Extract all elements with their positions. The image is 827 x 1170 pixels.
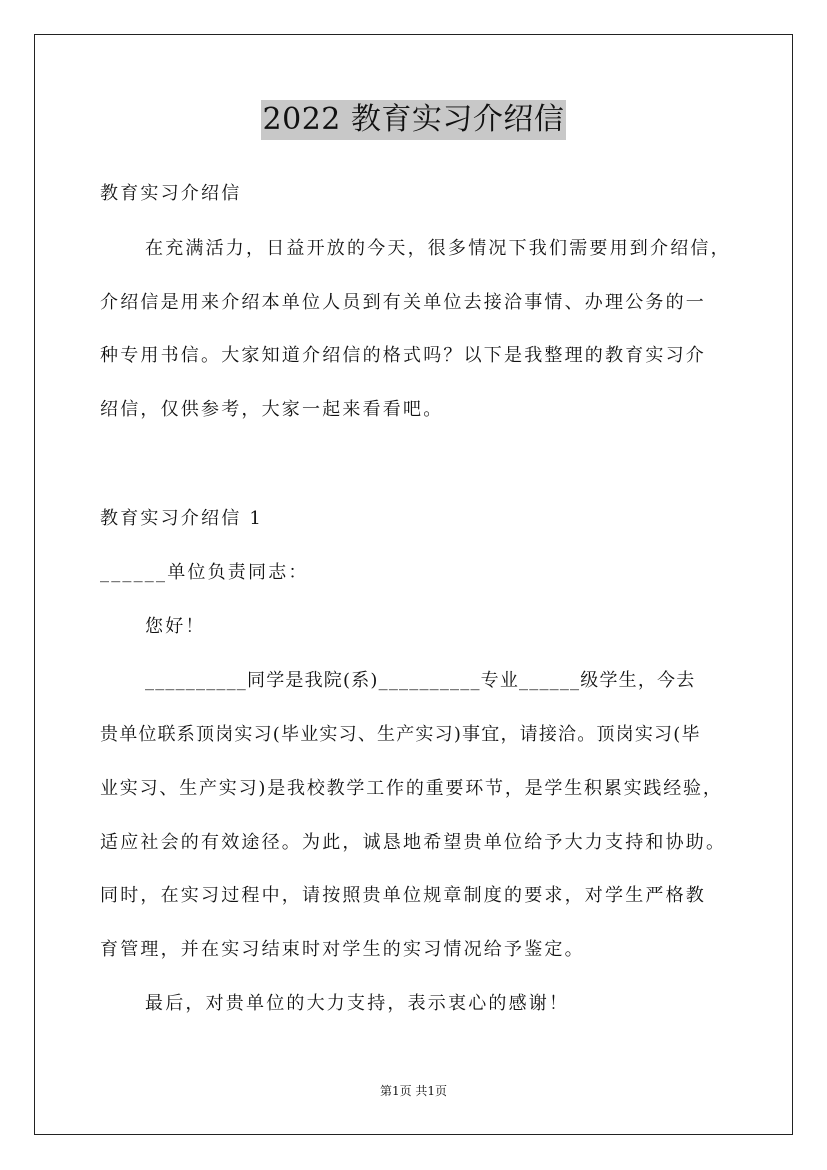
title-container	[0, 100, 827, 140]
paragraph-line: 业实习、生产实习)是我校教学工作的重要环节，是学生积累实践经验，	[100, 778, 723, 799]
paragraph-line: 绍信，仅供参考，大家一起来看看吧。	[100, 399, 444, 420]
greeting-line: 您好！	[145, 616, 206, 637]
closing-line: 最后，对贵单位的大力支持，表示衷心的感谢！	[145, 993, 570, 1014]
letter-heading: 教育实习介绍信 1	[100, 508, 263, 529]
paragraph-line: 在充满活力，日益开放的今天，很多情况下我们需要用到介绍信，	[145, 238, 731, 259]
paragraph-line: 同时，在实习过程中，请按照贵单位规章制度的要求，对学生严格教	[100, 885, 706, 906]
paragraph-line: 介绍信是用来介绍本单位人员到有关单位去接洽事情、办理公务的一	[100, 292, 706, 313]
document-title: 2022 教育实习介绍信	[261, 100, 567, 140]
paragraph-line: 适应社会的有效途径。为此，诚恳地希望贵单位给予大力支持和协助。	[100, 832, 727, 853]
paragraph-line: 贵单位联系顶岗实习(毕业实习、生产实习)事宜，请接洽。顶岗实习(毕	[100, 724, 701, 745]
paragraph-line: 育管理，并在实习结束时对学生的实习情况给予鉴定。	[100, 939, 585, 960]
paragraph-line: __________同学是我院(系)__________专业______级学生，今去	[145, 670, 696, 691]
page-number: 第1页 共1页	[379, 1084, 448, 1098]
salutation-line: ______单位负责同志：	[100, 562, 309, 583]
paragraph-line: 种专用书信。大家知道介绍信的格式吗？以下是我整理的教育实习介	[100, 345, 706, 366]
section-heading: 教育实习介绍信	[100, 183, 242, 204]
